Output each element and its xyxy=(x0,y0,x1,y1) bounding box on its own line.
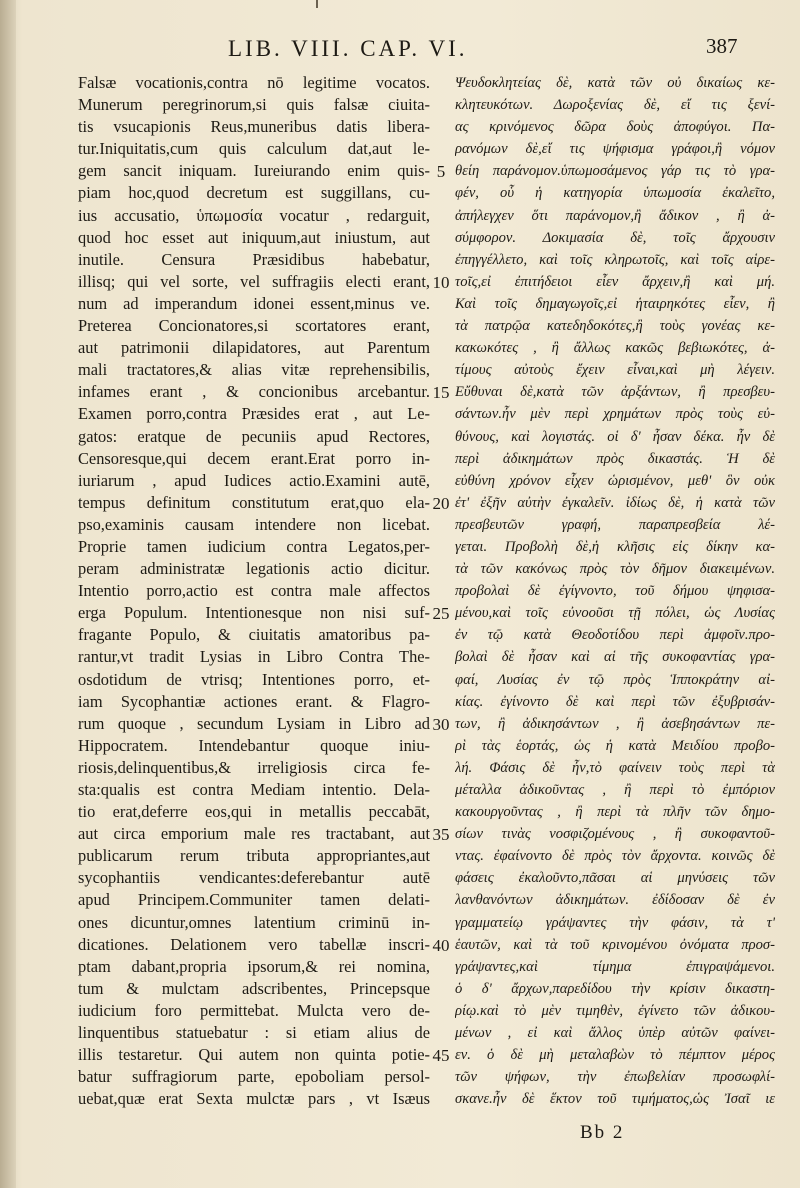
greek-text-line: γραμματείῳ γράψαντες τὴν φάσιν, τὰ τ' xyxy=(455,914,775,931)
latin-text-line: riosis,delinquentibus,& irreligiosis circa fe- xyxy=(78,757,430,777)
greek-text-line: φέν, οὗ ἡ κατηγορία ὑπωμοσία ἐκαλεῖτο, xyxy=(455,185,775,202)
greek-text-line: ἀπήλεγχεν ὅτι παράνομον,ἢ ἄδικον , ἢ ἀ- xyxy=(455,207,775,224)
line-number: 35 xyxy=(432,825,450,845)
greek-text-line: κλητευκότων. Δωροξενίας δὲ, εἴ τις ξενί- xyxy=(455,97,775,114)
latin-text-line: Hippocratem. Intendebantur quoque iniu- xyxy=(78,735,430,755)
latin-text-line: iuriarum , apud Iudices actio.Examini autē, xyxy=(78,470,430,490)
latin-text-line: Munerum peregrinorum,si quis falsæ ciuita- xyxy=(78,95,430,115)
latin-text-line: Falsæ vocationis,contra nō legitime vocatos. xyxy=(78,73,430,92)
latin-text-line: dicationes. Delationem vero tabellæ inscri- xyxy=(78,934,430,954)
latin-text-line: aut patrimonii dilapidatores, aut Parentum xyxy=(78,338,430,358)
latin-text-line: linquentibus statuebatur : si etiam alius de xyxy=(78,1023,430,1043)
greek-text-line: κακουργοῦντας , ἢ περὶ τὰ πλῆν τῶν δημο- xyxy=(455,804,775,821)
greek-text-line: λή. Φάσις δὲ ἦν,τὸ φαίνειν τοὺς περὶ τὰ xyxy=(455,759,775,776)
line-number: 15 xyxy=(432,383,450,403)
greek-text-line: τὰ τῶν κακόνως πρὸς τὸν δῆμον διακειμένων. xyxy=(455,561,775,578)
latin-text-line: Proprie tamen iudicium contra Legatos,per- xyxy=(78,536,430,556)
line-number: 40 xyxy=(432,935,450,955)
latin-text-line: erga Populum. Intentionesque non nisi suf- xyxy=(78,603,430,623)
greek-text-line: πρεσβευτῶν γραφή, παραπρεσβεία λέ- xyxy=(455,516,775,533)
greek-text-line: προβολαὶ δὲ ἐγίγνοντο, τοῦ δήμου ψηφισα- xyxy=(455,583,775,600)
running-head xyxy=(228,34,738,66)
greek-text-line: ἐν τῷ κατὰ Θεοδοτίδου περὶ ἀμφοῖν.προ- xyxy=(455,627,775,644)
greek-text-line: σκανε.ἦν δὲ ἕκτον τοῦ τιμήματος,ὡς Ἰσαῖ ιε xyxy=(455,1091,775,1108)
latin-text-line: illis testaretur. Qui autem non quinta potie- xyxy=(78,1045,430,1065)
greek-text-line: μένων , εἰ καὶ ἄλλος ὑπὲρ αὐτῶν φαίνει- xyxy=(455,1025,775,1042)
signature-mark: Bb 2 xyxy=(580,1122,625,1143)
latin-text-line: Examen porro,contra Præsides erat , aut Le- xyxy=(78,404,430,424)
latin-column xyxy=(78,72,430,1110)
greek-text-line: σίων τινὰς νοσφιζομένους , ἢ συκοφαντοῦ- xyxy=(455,826,775,843)
greek-text-line: ὁ δ' ἄρχων,παρεδίδου τὴν κρίσιν δικαστη- xyxy=(455,980,775,997)
latin-text-line: ius accusatio, ὑπωμοσία vocatur , redarguit, xyxy=(78,205,430,225)
latin-text-line: rum quoque , secundum Lysiam in Libro ad xyxy=(78,713,430,733)
latin-text-line: gem sancit iniquam. Iureiurando enim quis- xyxy=(78,161,430,181)
greek-text-line: μέταλλα ἀδικοῦντας , ἢ περὶ τὸ ἐμπόριον xyxy=(455,782,775,798)
latin-text-line: Censoresque,qui decem erant.Erat porro in- xyxy=(78,448,430,468)
greek-text-line: κακωκότες , ἢ ἄλλως κακῶς βεβιωκότες, ἀ- xyxy=(455,340,775,357)
greek-text-line: μένου,καὶ τοῖς εὐνοοῦσι τῇ πόλει, ὡς Λυσίας xyxy=(455,605,775,622)
greek-text-line: γεται. Προβολὴ δὲ,ἡ κλῆσις εἰς δίκην κα- xyxy=(455,538,775,555)
latin-text-line: piam hoc,quod decretum est suggillans, cu- xyxy=(78,183,430,203)
greek-text-line: ἐτ' ἐξῆν αὐτὴν ἐγκαλεῖν. ἰδίως δὲ, ἡ κατὰ τῶν xyxy=(455,494,775,511)
latin-text-line: tis vsucapionis Reus,muneribus datis libera- xyxy=(78,117,430,137)
greek-text-line: τῶν ψήφων, τὴν ἐπωβελίαν προσωφλί- xyxy=(455,1069,775,1086)
latin-text-line: fragante Populo, & ciuitatis amatoribus pa- xyxy=(78,625,430,645)
greek-text-line: Ψευδοκλητείας δὲ, κατὰ τῶν οὐ δικαίως κε- xyxy=(455,75,775,91)
latin-text-line: iudicium foro permittebat. Mulcta vero de- xyxy=(78,1000,430,1020)
latin-text-line: sta:qualis est contra Mediam intentio. Dela- xyxy=(78,780,430,799)
greek-text-line: ντας. ἐφαίνοντο δὲ πρὸς τὸν ἄρχοντα. κοινῶς δὲ xyxy=(455,848,775,865)
latin-text-line: osdotidum de vtrisq; Intentiones porro, et- xyxy=(78,669,430,689)
latin-text-line: pso,examinis causam intendere non licebat. xyxy=(78,514,430,534)
greek-text-line: τὰ πατρῷα κατεδηδοκότες,ἢ τοὺς γονέας κε- xyxy=(455,318,775,335)
greek-text-line: κίας. ἐγίνοντο δὲ καὶ περὶ τῶν ἐξυβρισάν- xyxy=(455,693,775,710)
greek-text-line: περὶ ἀδικημάτων πρὸς δικαστάς. Ἡ δὲ xyxy=(455,450,775,467)
greek-text-line: ρανόμων δὲ,εἴ τις ψήφισμα γράφοι,ἢ νόμον xyxy=(455,141,775,158)
line-number: 45 xyxy=(432,1046,450,1066)
latin-text-line: illisq; qui vel sorte, vel suffragiis electi erant, xyxy=(78,271,430,291)
page-mark xyxy=(316,0,318,8)
line-number: 20 xyxy=(432,493,450,513)
greek-text-line: ρίῳ.καὶ τὸ μὲν τιμηθὲν, ἐγίνετο τῶν ἀδικου- xyxy=(455,1002,775,1019)
line-number: 5 xyxy=(436,162,446,182)
greek-text-line: Καὶ τοῖς δημαγωγοῖς,εἰ ἡταιρηκότες εἶεν, ἢ xyxy=(455,295,775,312)
greek-column xyxy=(455,72,775,1110)
greek-text-line: των, ἢ ἀδικησάντων , ἢ ἀσεβησάντων πε- xyxy=(455,715,775,732)
greek-text-line: εὐθύνη χρόνον εἶχεν ὡρισμένον, μεθ' ὃν οὐκ xyxy=(455,472,775,489)
latin-text-line: Intentio porro,actio est contra male affectos xyxy=(78,581,430,601)
line-number: 10 xyxy=(432,272,450,292)
greek-text-line: Εὔθυναι δὲ,κατὰ τῶν ἀρξάντων, ἢ πρεσβευ- xyxy=(455,384,775,401)
greek-text-line: σάντων.ἦν μὲν περὶ χρημάτων πρὸς τοὺς εὐ- xyxy=(455,406,775,423)
greek-text-line: θύνους, καὶ λογιστάς. οἱ δ' ἦσαν δέκα. ἦν δὲ xyxy=(455,428,775,445)
latin-text-line: iam Sycophantiæ actiones erant. & Flagro- xyxy=(78,691,430,711)
greek-text-line: τοῖς,εἰ ἐπιτήδειοι εἶεν ἄρχειν,ἢ καὶ μή. xyxy=(455,273,775,290)
latin-text-line: Preterea Concionatores,si scortatores erant, xyxy=(78,316,430,336)
greek-text-line: βολαὶ δὲ ἦσαν καὶ αἱ τῆς συκοφαντίας γρα- xyxy=(455,649,775,666)
greek-text-line: εν. ὁ δὲ μὴ μεταλαβὼν τὸ πέμπτον μέρος xyxy=(455,1047,775,1064)
latin-text-line: apud Principem.Communiter tamen delati- xyxy=(78,890,430,910)
latin-text-line: publicarum rerum tributa appropriantes,aut xyxy=(78,846,430,866)
greek-text-line: ἑαυτῶν, καὶ τὰ τοῦ κρινομένου ὀνόματα προσ- xyxy=(455,936,775,953)
latin-text-line: ones dicuntur,omnes latentium criminū in- xyxy=(78,912,430,932)
page-gutter xyxy=(0,0,16,1188)
latin-text-line: tempus definitum constitutum erat,quo ela- xyxy=(78,492,430,512)
latin-text-line: gatos: eratque de pecuniis apud Rectores, xyxy=(78,426,430,446)
latin-text-line: batur suffragiorum parte, epoboliam persol- xyxy=(78,1067,430,1087)
latin-text-line: inutile. Censura Præsidibus habebatur, xyxy=(78,249,430,269)
greek-text-line: ρὶ τὰς ἑορτάς, ὡς ἡ κατὰ Μειδίου προβο- xyxy=(455,737,775,754)
latin-text-line: mali tractatores,& alias vitæ reprehensibilis, xyxy=(78,360,430,380)
latin-text-line: peram administratæ legationis actio dicitur. xyxy=(78,559,430,579)
latin-text-line: tio erat,deferre eos,qui in metallis peccabāt, xyxy=(78,802,430,822)
latin-text-line: tum & mulctam adscribentes, Princepsque xyxy=(78,978,430,998)
greek-text-line: ας κρινόμενος δῶρα δοὺς ἀποφύγοι. Πα- xyxy=(455,119,775,136)
greek-text-line: λανθανόντων ἀδικημάτων. ἐδίδοσαν δὲ ἐν xyxy=(455,892,775,909)
latin-text-line: aut circa emporium male res tractabant, aut xyxy=(78,824,430,844)
latin-text-line: quod hoc esset aut iniquum,aut iniustum, aut xyxy=(78,227,430,247)
latin-text-line: tur.Iniquitatis,cum quis calculum dat,aut le- xyxy=(78,139,430,159)
line-number: 25 xyxy=(432,604,450,624)
latin-text-line: ptam dabant,propria ipsorum,& rei nomina, xyxy=(78,956,430,976)
greek-text-line: τίμους αὐτοὺς ἔχειν εἶναι,καὶ μὴ λέγειν. xyxy=(455,362,775,379)
latin-text-line: infames erant , & concionibus arcebantur. xyxy=(78,382,430,402)
line-number: 30 xyxy=(432,714,450,734)
greek-text-line: ἐπηγγέλλετο, καὶ τοῖς κληρωτοῖς, καὶ τοῖς αἱρε- xyxy=(455,251,775,268)
page-number: 387 xyxy=(706,34,738,58)
running-head-title: LIB. VIII. CAP. VI. xyxy=(228,36,468,61)
latin-text-line: rantur,vt tradit Lysias in Libro Contra The- xyxy=(78,647,430,667)
greek-text-line: φαί, Λυσίας ἐν τῷ πρὸς Ἱπποκράτην αἰ- xyxy=(455,671,775,688)
latin-text-line: sycophantiis vendicantes:deferebantur autē xyxy=(78,868,430,888)
greek-text-line: φάσεις ἐκαλοῦντο,πᾶσαι αἱ μηνύσεις τῶν xyxy=(455,870,775,887)
latin-text-line: num ad imperandum idonei essent,minus ve. xyxy=(78,293,430,313)
greek-text-line: γράψαντες,καὶ τίμημα ἐπιγραψάμενοι. xyxy=(455,958,775,975)
greek-text-line: θείη παράνομον.ὑπωμοσάμενος γάρ τις τὸ γρα- xyxy=(455,163,775,180)
greek-text-line: σύμφορον. Δοκιμασία δὲ, τοῖς ἄρχουσιν xyxy=(455,229,775,246)
latin-text-line: uebat,quæ erat Sexta mulctæ pars , vt Isæus xyxy=(78,1089,430,1109)
